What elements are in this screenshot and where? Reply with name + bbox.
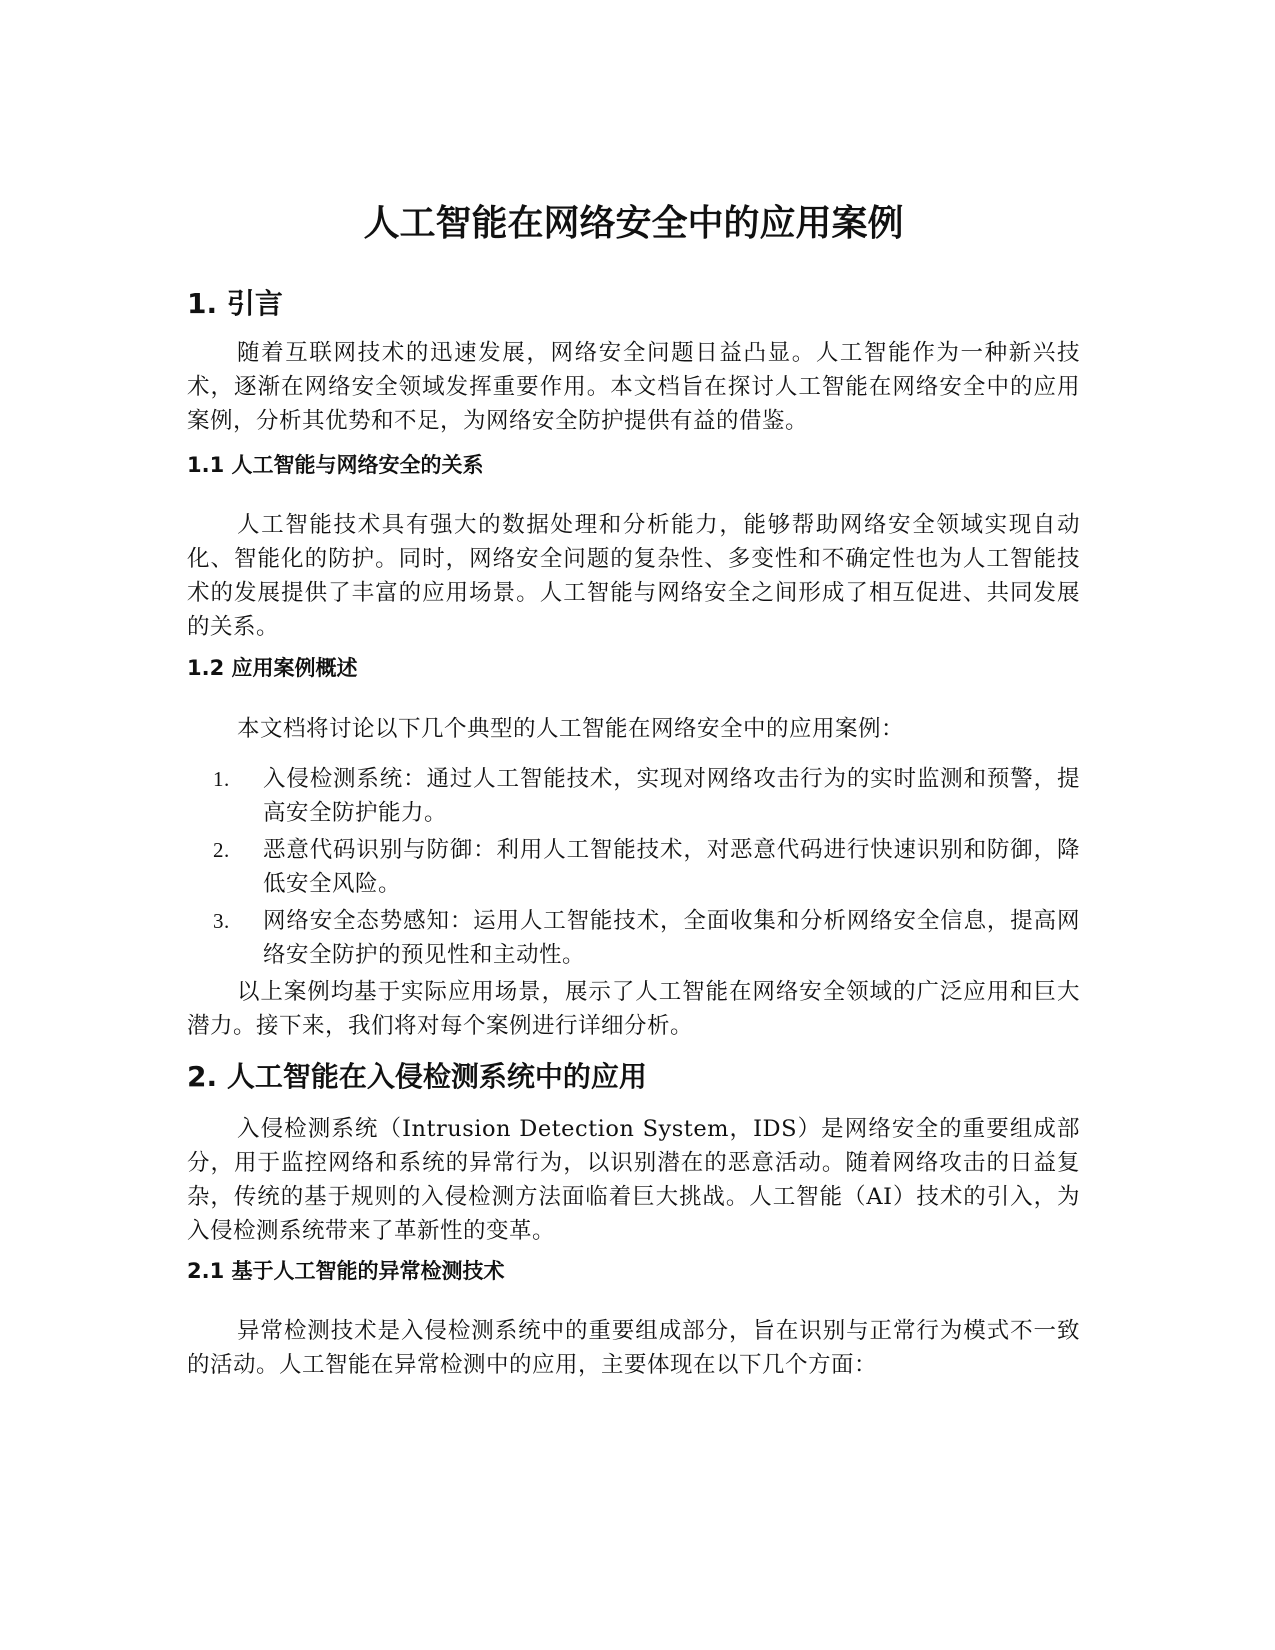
case-overview-closing: 以上案例均基于实际应用场景，展示了人工智能在网络安全领域的广泛应用和巨大潜力。接下来，我们将对每个案例进行详细分析。: [187, 979, 1080, 1039]
subsection-heading-anomaly-detection: 2.1 基于人工智能的异常检测技术: [187, 1259, 505, 1283]
subsection-heading-ai-security-relation: 1.1 人工智能与网络安全的关系: [187, 453, 484, 477]
list-item-number: 1.: [213, 767, 230, 791]
section-heading-introduction: 1. 引言: [187, 287, 283, 320]
section-heading-ids: 2. 人工智能在入侵检测系统中的应用: [187, 1060, 647, 1093]
document-page: [187, 0, 1080, 1650]
list-item-text: 网络安全态势感知：运用人工智能技术，全面收集和分析网络安全信息，提高网络安全防护的预见性和主动性。: [263, 908, 1080, 968]
case-list: [187, 762, 1080, 972]
ai-security-relation-paragraph: 人工智能技术具有强大的数据处理和分析能力，能够帮助网络安全领域实现自动化、智能化的防护。同时，网络安全问题的复杂性、多变性和不确定性也为人工智能技术的发展提供了丰富的应用场景。人工智能与网络安全之间形成了相互促进、共同发展的关系。: [187, 512, 1080, 640]
introduction-paragraph: 随着互联网技术的迅速发展，网络安全问题日益凸显。人工智能作为一种新兴技术，逐渐在网络安全领域发挥重要作用。本文档旨在探讨人工智能在网络安全中的应用案例，分析其优势和不足，为网络安全防护提供有益的借鉴。: [187, 340, 1080, 434]
list-item: [187, 833, 1080, 901]
list-item-text: 恶意代码识别与防御：利用人工智能技术，对恶意代码进行快速识别和防御，降低安全风险。: [263, 837, 1080, 897]
list-item: [187, 904, 1080, 972]
list-item-number: 3.: [213, 909, 230, 933]
document-title: 人工智能在网络安全中的应用案例: [363, 203, 904, 244]
list-item-text: 入侵检测系统：通过人工智能技术，实现对网络攻击行为的实时监测和预警，提高安全防护能力。: [263, 766, 1080, 826]
anomaly-detection-paragraph: 异常检测技术是入侵检测系统中的重要组成部分，旨在识别与正常行为模式不一致的活动。人工智能在异常检测中的应用，主要体现在以下几个方面：: [187, 1318, 1080, 1378]
case-overview-intro: 本文档将讨论以下几个典型的人工智能在网络安全中的应用案例：: [237, 716, 905, 742]
subsection-heading-case-overview: 1.2 应用案例概述: [187, 656, 358, 680]
ids-intro-paragraph: 入侵检测系统（Intrusion Detection System，IDS）是网络安全的重要组成部分，用于监控网络和系统的异常行为，以识别潜在的恶意活动。随着网络攻击的日益复杂，传统的基于规则的入侵检测方法面临着巨大挑战。人工智能（AI）技术的引入，为入侵检测系统带来了革新性的变革。: [187, 1116, 1080, 1244]
list-item: [187, 762, 1080, 830]
list-item-number: 2.: [213, 838, 230, 862]
